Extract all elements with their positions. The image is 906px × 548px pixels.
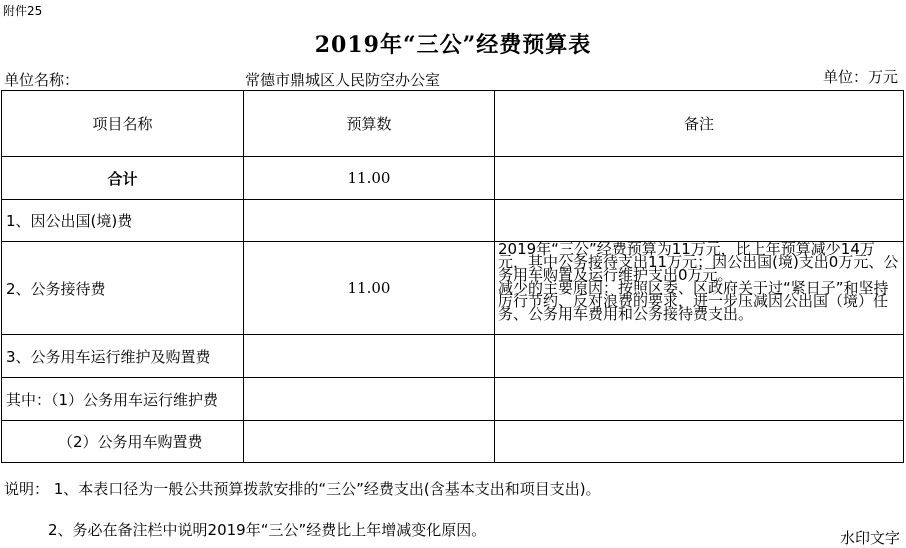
row-name: 2、公务接待费 xyxy=(2,242,244,335)
currency-unit: 单位：万元 xyxy=(822,68,898,86)
remark-text-1: 2019年“三公”经费预算为11万元，比上年预算减少14万元，其中公务接待支出11万元；因公出国(境)支出0万元、公务用车购置及运行维护支出0万元。 xyxy=(498,240,899,284)
page-title: 2019年“三公”经费预算表 xyxy=(314,32,592,58)
table-row xyxy=(2,200,904,242)
remark-text-2: 减少的主要原因：按照区委、区政府关于过“紧日子”和坚持厉行节约、反对浪费的要求，进一步压减因公出国（境）任务、公务用车费用和公务接待费支出。 xyxy=(498,279,889,323)
row-amount xyxy=(244,200,495,242)
row-amount xyxy=(244,421,495,463)
row-amount xyxy=(244,378,495,421)
row-remark xyxy=(495,200,904,242)
row-name: 合计 xyxy=(2,157,244,200)
header-remark: 备注 xyxy=(495,91,904,157)
header-budget: 预算数 xyxy=(244,91,495,157)
row-remark xyxy=(495,378,904,421)
organization-name: 常德市鼎城区人民防空办公室 xyxy=(245,71,441,89)
note-2: 2、务必在备注栏中说明2019年“三公”经费比上年增减变化原因。 xyxy=(48,521,487,539)
table-row xyxy=(2,335,904,378)
remark-cell xyxy=(495,242,904,335)
unit-name-label: 单位名称： xyxy=(4,71,80,89)
budget-table xyxy=(1,90,904,463)
watermark-text: 水印文字 xyxy=(839,529,900,547)
table-row xyxy=(2,378,904,421)
row-remark xyxy=(495,157,904,200)
header-item-name: 项目名称 xyxy=(2,91,244,157)
row-remark xyxy=(495,421,904,463)
row-amount: 11.00 xyxy=(244,242,495,335)
row-amount xyxy=(244,335,495,378)
table-row xyxy=(2,242,904,335)
row-name: 其中：（1）公务用车运行维护费 xyxy=(2,378,244,421)
row-amount: 11.00 xyxy=(244,157,495,200)
attachment-label: 附件25 xyxy=(3,4,43,18)
row-name: 3、公务用车运行维护及购置费 xyxy=(2,335,244,378)
row-name: 1、因公出国(境)费 xyxy=(2,200,244,242)
row-remark xyxy=(495,335,904,378)
table-header-row xyxy=(2,91,904,157)
row-name: （2）公务用车购置费 xyxy=(2,421,244,463)
note-1: 说明： 1、本表口径为一般公共预算拨款安排的“三公”经费支出(含基本支出和项目支出)。 xyxy=(4,480,601,498)
table-row xyxy=(2,421,904,463)
table-row-total xyxy=(2,157,904,200)
